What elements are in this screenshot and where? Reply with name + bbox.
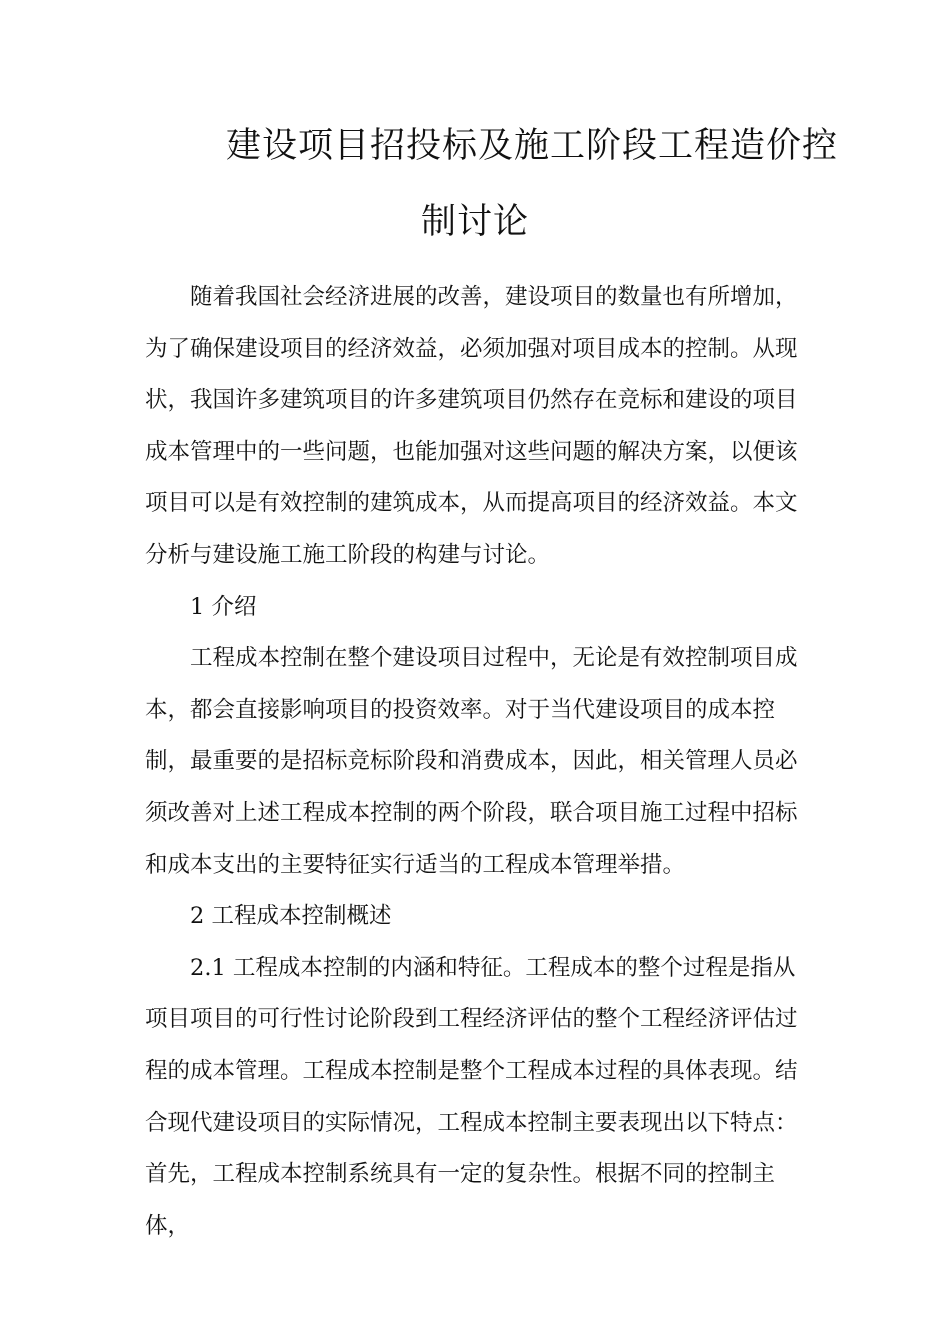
intro-paragraph: 随着我国社会经济进展的改善，建设项目的数量也有所增加，为了确保建设项目的经济效益，必须加强对项目成本的控制。从现状，我国许多建筑项目的许多建筑项目仍然存在竞标和建设的项目成本管理中的一些问题，也能加强对这些问题的解决方案，以便该项目可以是有效控制的建筑成本，从而提高项目的经济效益。本文分析与建设施工施工阶段的构建与讨论。	[145, 284, 798, 568]
introduction-paragraph: 工程成本控制在整个建设项目过程中，无论是有效控制项目成本，都会直接影响项目的投资效率。对于当代建设项目的成本控制，最重要的是招标竞标阶段和消费成本，因此，相关管理人员必须改善对上述工程成本控制的两个阶段，联合项目施工过程中招标和成本支出的主要特征实行适当的工程成本管理举措。	[145, 645, 798, 878]
section-heading-introduction: 1 介绍	[190, 593, 257, 620]
document-body	[145, 272, 805, 1252]
cost-control-paragraph: 2.1 工程成本控制的内涵和特征。工程成本的整个过程是指从项目项目的可行性讨论阶段到工程经济评估的整个工程经济评估过程的成本管理。工程成本控制是整个工程成本过程的具体表现。结合现代建设项目的实际情况，工程成本控制主要表现出以下特点：首先，工程成本控制系统具有一定的复杂性。根据不同的控制主体，	[145, 954, 798, 1239]
section-heading-cost-control-overview: 2 工程成本控制概述	[190, 903, 392, 930]
document-title-line-1: 建设项目招投标及施工阶段工程造价控	[226, 126, 839, 166]
document-title-line-2: 制讨论	[420, 202, 529, 242]
